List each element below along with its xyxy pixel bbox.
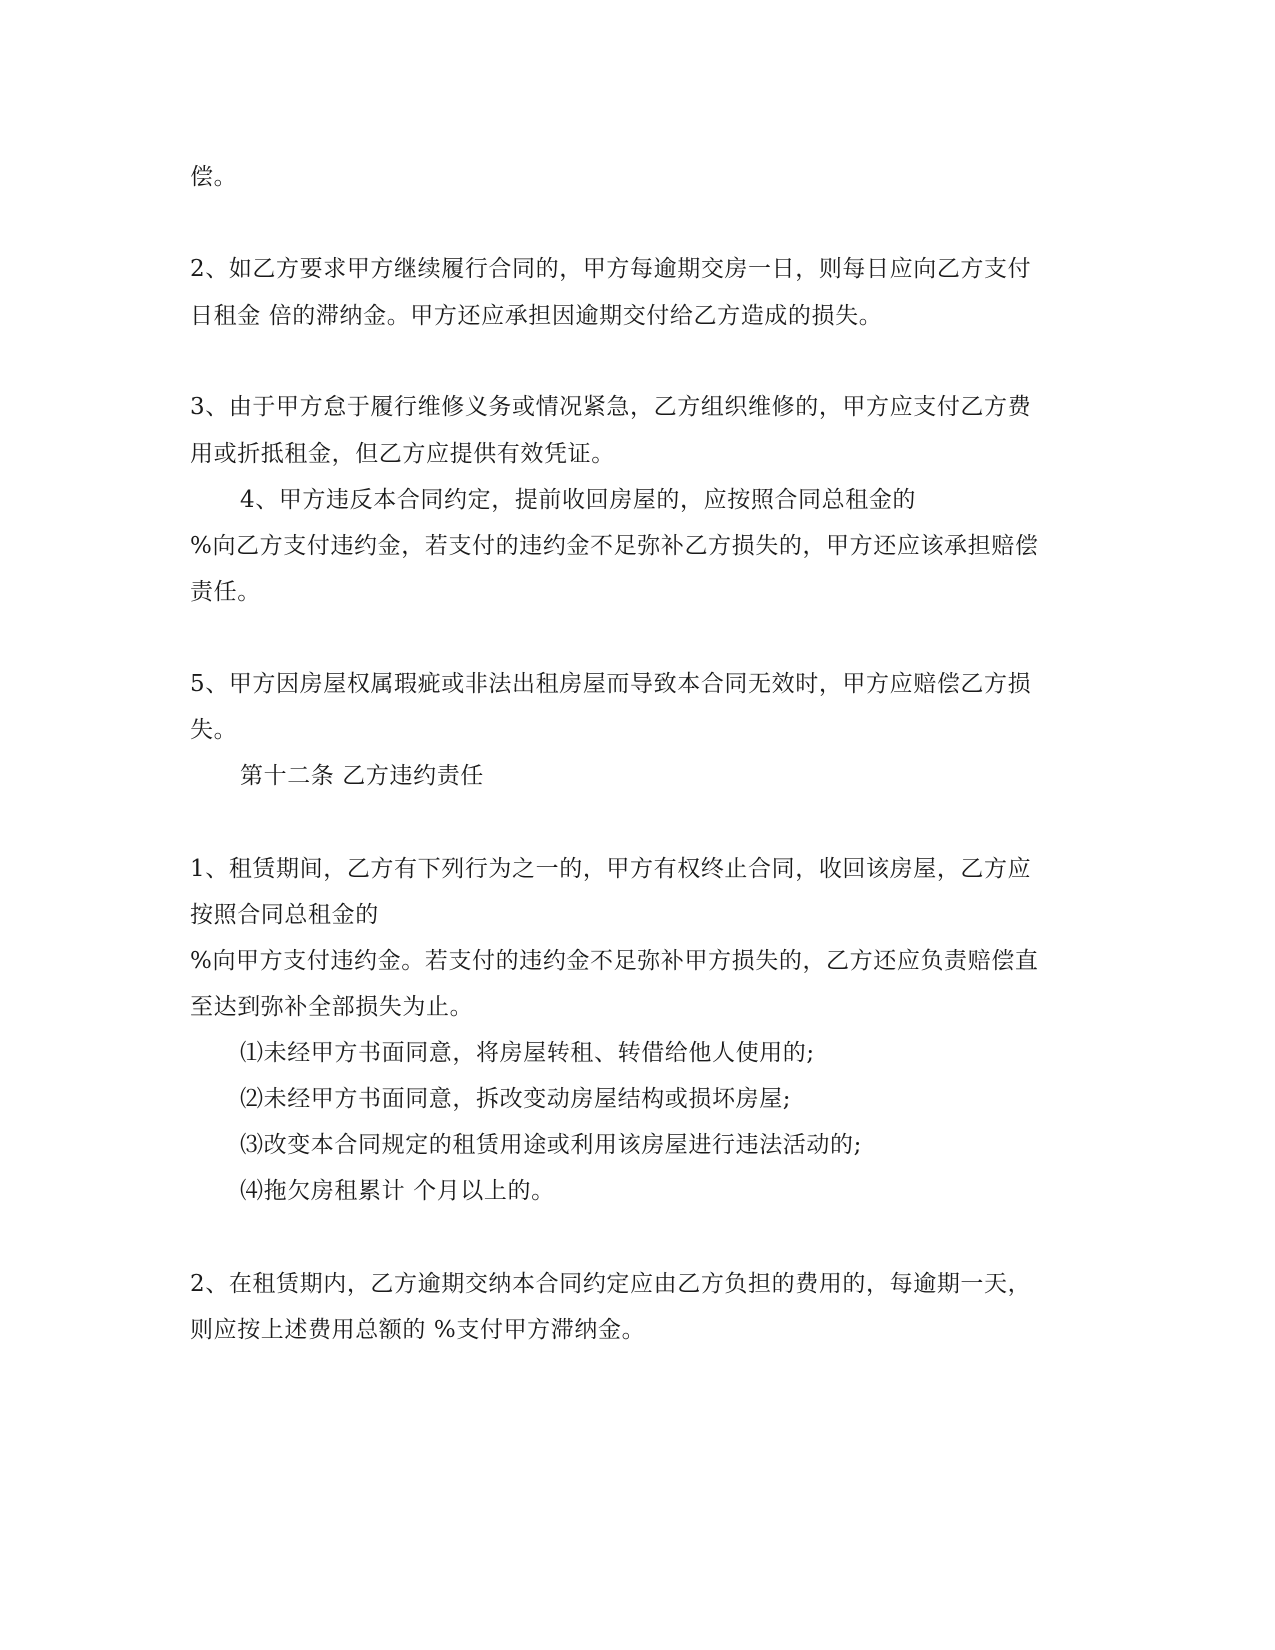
text-line: %向乙方支付违约金，若支付的违约金不足弥补乙方损失的，甲方还应该承担赔偿 xyxy=(190,533,1039,559)
section-heading: 第十二条 乙方违约责任 xyxy=(240,763,484,789)
text-line: 2、在租赁期内，乙方逾期交纳本合同约定应由乙方负担的费用的，每逾期一天， xyxy=(190,1271,1032,1297)
text-line: 责任。 xyxy=(190,579,261,605)
text-line: 5、甲方因房屋权属瑕疵或非法出租房屋而导致本合同无效时，甲方应赔偿乙方损 xyxy=(190,671,1032,697)
list-item: ⑷拖欠房租累计 个月以上的。 xyxy=(240,1178,555,1204)
text-line: 4、甲方违反本合同约定，提前收回房屋的，应按照合同总租金的 xyxy=(240,487,917,513)
text-line: 1、租赁期间，乙方有下列行为之一的，甲方有权终止合同，收回该房屋，乙方应 xyxy=(190,856,1032,882)
text-line: 2、如乙方要求甲方继续履行合同的，甲方每逾期交房一日，则每日应向乙方支付 xyxy=(190,256,1032,282)
text-line: 按照合同总租金的 xyxy=(190,902,379,928)
text-line: %向甲方支付违约金。若支付的违约金不足弥补甲方损失的，乙方还应负责赔偿直 xyxy=(190,948,1039,974)
text-line: 则应按上述费用总额的 %支付甲方滞纳金。 xyxy=(190,1317,646,1343)
text-line: 至达到弥补全部损失为止。 xyxy=(190,994,474,1020)
text-line: 3、由于甲方怠于履行维修义务或情况紧急，乙方组织维修的，甲方应支付乙方费 xyxy=(190,394,1032,420)
list-item: ⑵未经甲方书面同意，拆改变动房屋结构或损坏房屋; xyxy=(240,1086,792,1112)
text-line: 失。 xyxy=(190,717,238,743)
text-line: 偿。 xyxy=(190,164,238,190)
list-item: ⑶改变本合同规定的租赁用途或利用该房屋进行违法活动的; xyxy=(240,1132,862,1158)
list-item: ⑴未经甲方书面同意，将房屋转租、转借给他人使用的; xyxy=(240,1040,815,1066)
text-line: 用或折抵租金，但乙方应提供有效凭证。 xyxy=(190,441,615,467)
text-line: 日租金 倍的滞纳金。甲方还应承担因逾期交付给乙方造成的损失。 xyxy=(190,303,883,329)
